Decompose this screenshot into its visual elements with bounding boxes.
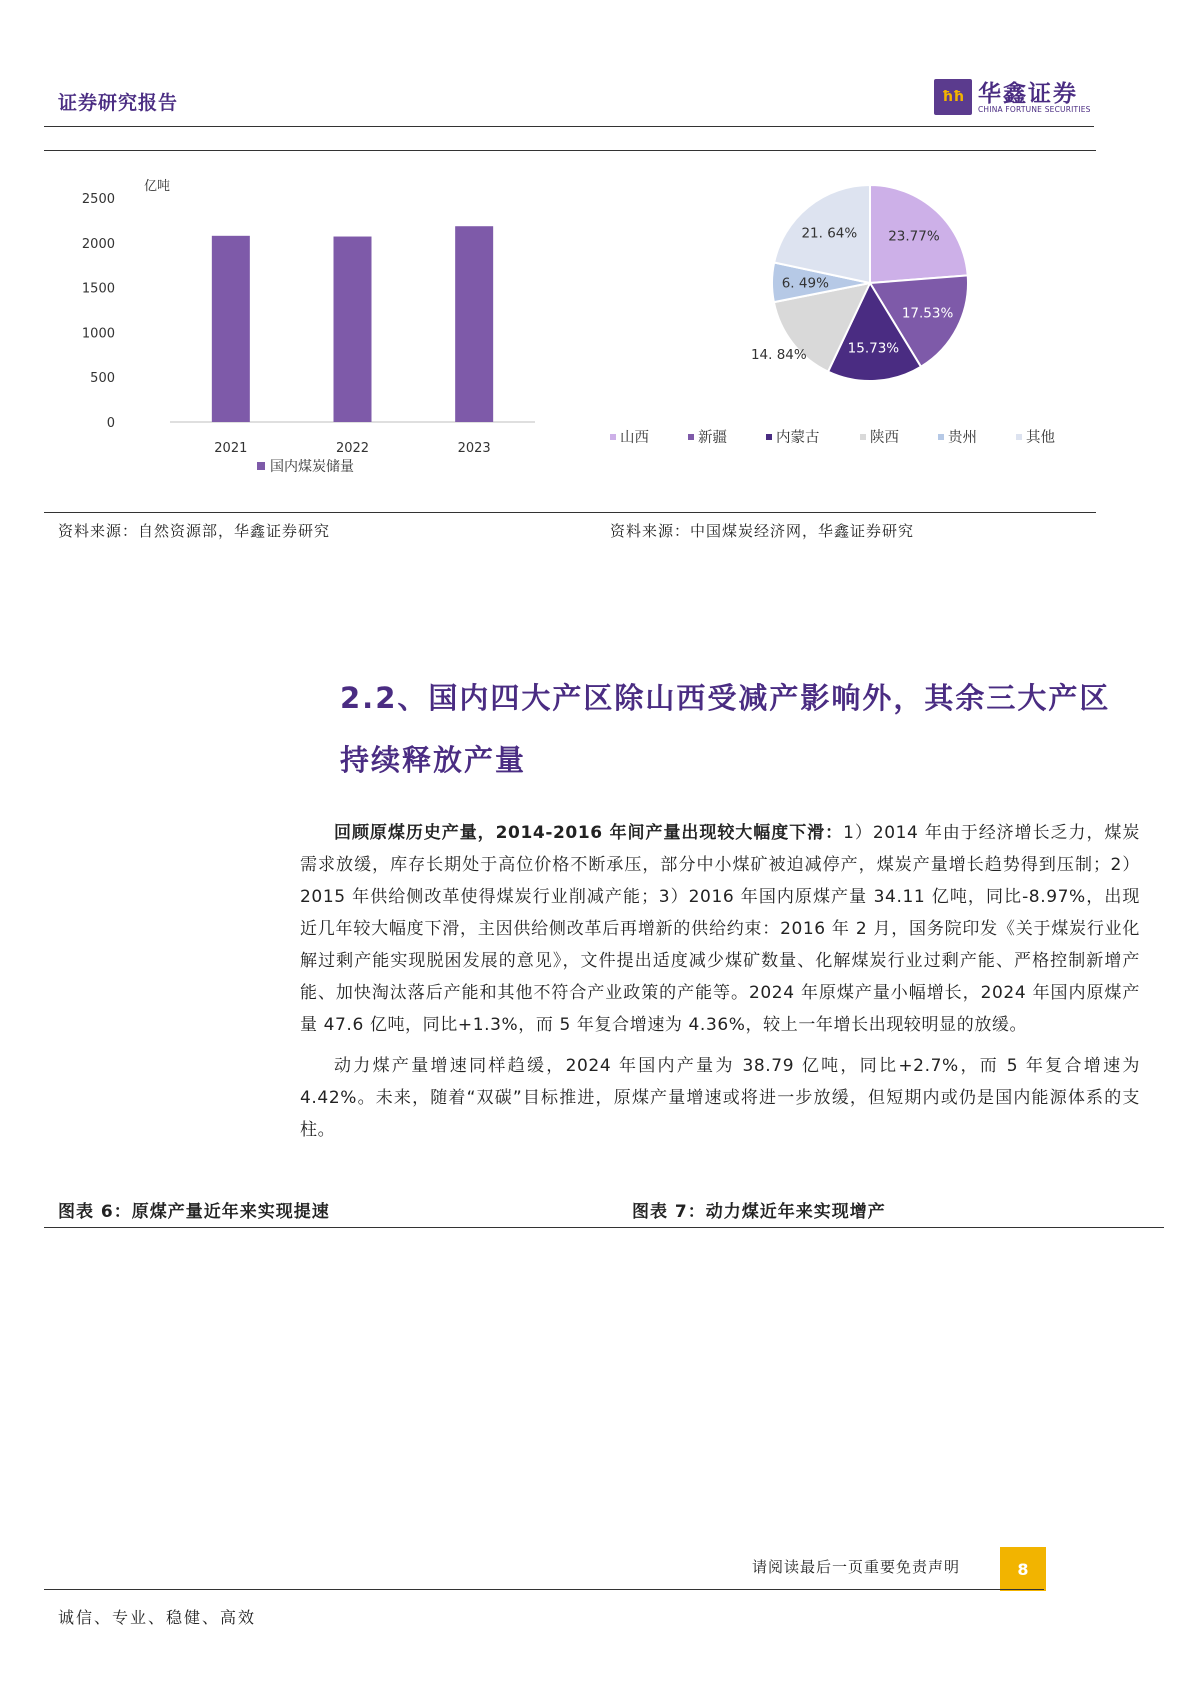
pie-legend-内蒙古: 内蒙古: [776, 430, 820, 446]
page-number: 8: [1000, 1547, 1046, 1591]
chart-top-rule: [44, 150, 1096, 151]
logo-mark-icon: ħħ: [934, 79, 972, 115]
pie-legend-陕西: 陕西: [870, 430, 899, 446]
bar-x-labels: [214, 441, 490, 456]
bar-y-tick: 1000: [81, 326, 115, 342]
pie-legend-贵州: 贵州: [948, 430, 977, 446]
figure-7-caption: 图表 7：动力煤近年来实现增产: [632, 1202, 886, 1222]
pie-legend-swatch: [766, 434, 772, 440]
bar-y-tick: 0: [106, 416, 115, 431]
paragraph-1: [300, 817, 1140, 1041]
bar-x-label: 2022: [335, 441, 370, 456]
pie-legend-新疆: 新疆: [698, 430, 727, 446]
pie-label-贵州: 6. 49%: [781, 275, 829, 292]
pie-legend-山西: 山西: [620, 430, 649, 446]
bar-y-tick: 500: [90, 371, 115, 387]
pie-legend-swatch: [688, 434, 694, 440]
bar-unit-label: 亿吨: [144, 179, 171, 194]
pie-legend: [610, 428, 1055, 446]
bar-2022: [334, 237, 372, 422]
bar-legend-label: 国内煤炭储量: [270, 459, 354, 475]
section-title-line1: 2.2、国内四大产区除山西受减产影响外，其余三大产区: [340, 681, 1111, 715]
bar-legend-swatch: [257, 462, 265, 470]
paragraph-1-lead: 回顾原煤历史产量，2014-2016 年间产量出现较大幅度下滑：: [334, 823, 844, 843]
pie-label-陕西: 14. 84%: [750, 347, 807, 364]
bar-marks: [212, 226, 493, 422]
paragraph-1-rest: 1）2014 年由于经济增长乏力，煤炭需求放缓，库存长期处于高位价格不断承压，部分中小煤矿被迫减停产，煤炭产量增长趋势得到压制；2）2015 年供给侧改革使得煤炭行业削减产能；3）2016 年国内原煤产量 34.11 亿吨，同比-8.97%，出现近几年较大幅度下滑，主因供给侧改革后再增新的供给约束：2016 年 2 月，国务院印发《关于煤炭行业化解过剩产能实现脱困发展的意见》，文件提出适度减少煤矿数量、化解煤炭行业过剩产能、严格控制新增产能、加快淘汰落后产能和其他不符合产业政策的产能等。2024 年原煤产量小幅增长，2024 年国内原煤产量 47.6 亿吨，同比+1.3%，而 5 年复合增速为 4.36%，较上一年增长出现较明显的放缓。: [300, 823, 1140, 1035]
disclaimer-note: 请阅读最后一页重要免责声明: [752, 1558, 961, 1576]
pie-legend-其他: 其他: [1026, 430, 1055, 446]
company-logo: [934, 75, 1094, 121]
pie-label-其他: 21. 64%: [801, 225, 858, 242]
figure-6-caption: 图表 6：原煤产量近年来实现提速: [58, 1202, 330, 1222]
bar-x-label: 2023: [457, 441, 491, 456]
logo-en: CHINA FORTUNE SECURITIES: [978, 105, 1091, 114]
bar-2023: [455, 226, 493, 422]
pie-label-内蒙古: 15.73%: [847, 340, 900, 357]
bar-y-tick: 2000: [81, 236, 115, 252]
footer-motto: 诚信、专业、稳健、高效: [58, 1608, 257, 1627]
bar-x-label: 2021: [214, 441, 248, 456]
bar-2021: [212, 236, 250, 422]
bar-chart: [60, 160, 560, 490]
figure-caption-rule: [44, 1227, 1164, 1228]
header-rule: [44, 126, 1094, 127]
bar-y-tick: 1500: [81, 281, 115, 297]
chart-bottom-rule: [44, 512, 1096, 513]
body-text: [300, 817, 1140, 1146]
pie-legend-swatch: [938, 434, 944, 440]
pie-label-新疆: 17.53%: [901, 305, 954, 322]
section-title-line2: 持续释放产量: [340, 743, 527, 777]
report-label: 证券研究报告: [58, 92, 179, 114]
pie-legend-swatch: [1016, 434, 1022, 440]
paragraph-2: 动力煤产量增速同样趋缓，2024 年国内产量为 38.79 亿吨，同比+2.7%，而 5 年复合增速为 4.42%。未来，随着“双碳”目标推进，原煤产量增速或将进一步放缓，但短期内或仍是国内能源体系的支柱。: [300, 1056, 1140, 1140]
bar-y-tick: 2500: [81, 192, 115, 207]
pie-legend-swatch: [860, 434, 866, 440]
pie-legend-swatch: [610, 434, 616, 440]
source-right: 资料来源：中国煤炭经济网，华鑫证券研究: [610, 522, 915, 540]
logo-cn: 华鑫证券: [978, 81, 1078, 107]
pie-label-山西: 23.77%: [888, 228, 940, 245]
pie-chart: [620, 180, 1130, 480]
source-left: 资料来源：自然资源部，华鑫证券研究: [58, 522, 331, 540]
bar-y-ticks: [82, 192, 115, 431]
footer-rule: [44, 1589, 1044, 1590]
